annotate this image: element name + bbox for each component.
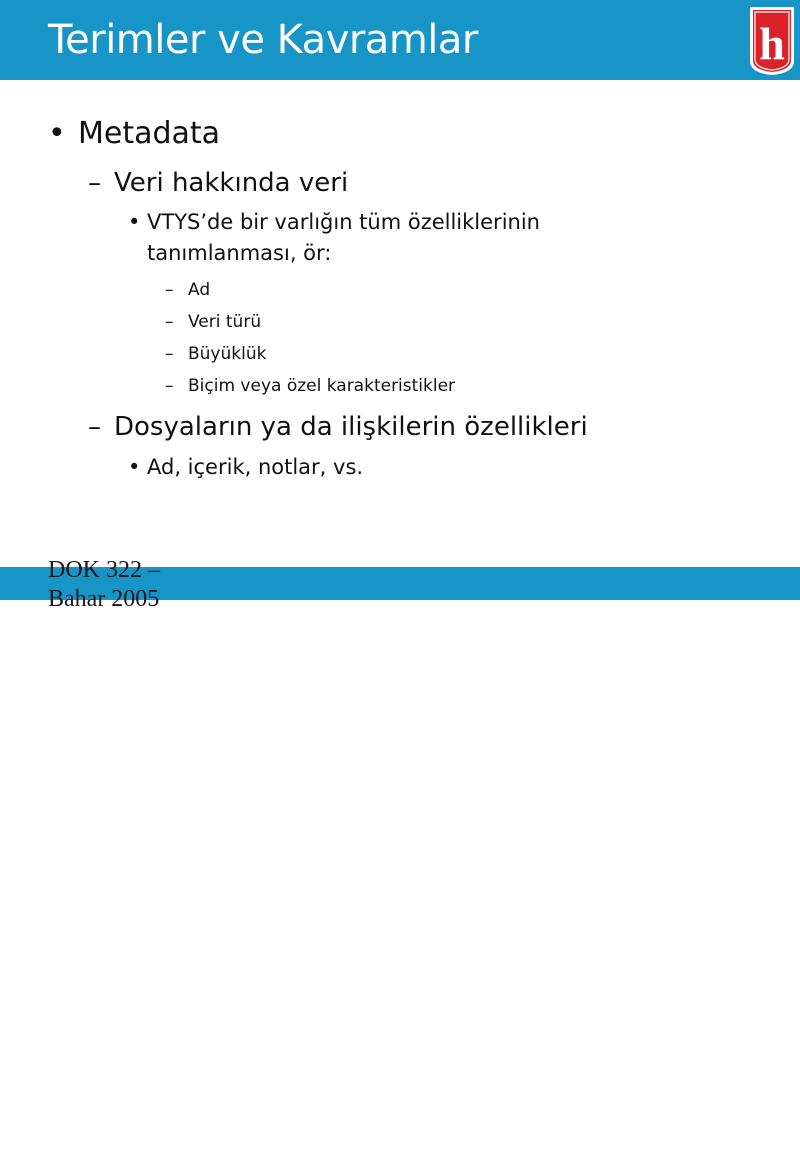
bullet-marker: •	[128, 210, 141, 234]
subsubbullet-text: Ad, içerik, notlar, vs.	[147, 455, 364, 479]
hacettepe-logo-icon	[746, 3, 798, 77]
dash-marker: –	[88, 412, 101, 442]
dash-marker: –	[165, 344, 174, 364]
bullet-text: Metadata	[78, 116, 221, 151]
bullet-marker: •	[48, 116, 66, 151]
subsubbullet-text-line2: tanımlanması, ör:	[147, 241, 332, 265]
dash-marker: –	[165, 376, 174, 396]
subsubbullet-text-line1: VTYS’de bir varlığın tüm özelliklerinin	[147, 210, 540, 234]
item-text: Veri türü	[188, 312, 262, 332]
dash-marker: –	[88, 168, 101, 198]
title-bar	[0, 0, 800, 80]
logo-shield-graphic	[746, 3, 798, 77]
item-text: Ad	[188, 280, 211, 300]
slide-number: 2005.02.21 - SLAYT 18	[642, 1145, 760, 1155]
dash-marker: –	[165, 312, 174, 332]
dash-marker: –	[165, 280, 174, 300]
item-text: Biçim veya özel karakteristikler	[188, 376, 456, 396]
subbullet-text: Dosyaların ya da ilişkilerin özellikleri	[114, 412, 588, 442]
svg-text:h: h	[759, 18, 785, 69]
slide-title: Terimler ve Kavramlar	[48, 17, 478, 63]
item-text: Büyüklük	[188, 344, 267, 364]
bullet-marker: •	[128, 455, 141, 479]
course-label: DOK 322 – Bahar 2005	[48, 557, 160, 612]
subbullet-text: Veri hakkında veri	[114, 168, 349, 198]
